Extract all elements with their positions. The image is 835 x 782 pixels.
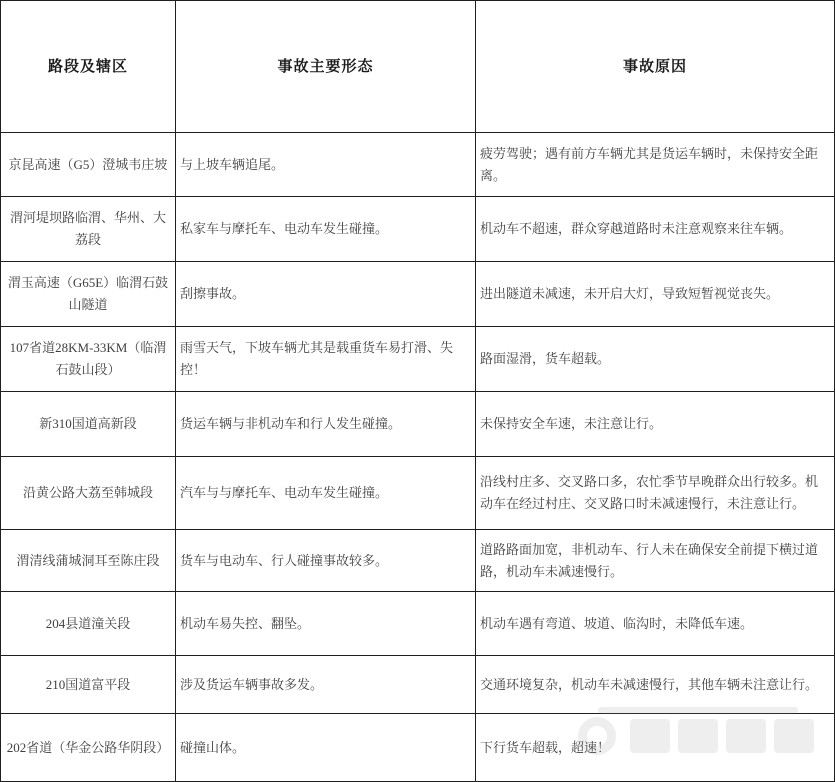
cell-road-section: 新310国道高新段 (1, 392, 175, 456)
cell-accident-form: 碰撞山体。 (176, 714, 475, 781)
cell-accident-cause: 未保持安全车速，未注意让行。 (476, 392, 834, 456)
cell-accident-form: 货车与电动车、行人碰撞事故较多。 (176, 530, 475, 591)
cell-accident-form: 货运车辆与非机动车和行人发生碰撞。 (176, 392, 475, 456)
cell-road-section: 202省道（华金公路华阴段） (1, 714, 175, 781)
cell-accident-cause: 沿线村庄多、交叉路口多，农忙季节早晚群众出行较多。机动车在经过村庄、交叉路口时未减速慢行，未注意让行。 (476, 457, 834, 529)
cell-accident-form: 涉及货运车辆事故多发。 (176, 656, 475, 713)
cell-accident-cause: 进出隧道未减速，未开启大灯，导致短暂视觉丧失。 (476, 262, 834, 326)
header-cell-accident-form: 事故主要形态 (176, 1, 475, 132)
cell-accident-cause: 机动车不超速，群众穿越道路时未注意观察来往车辆。 (476, 197, 834, 261)
cell-accident-form: 刮擦事故。 (176, 262, 475, 326)
cell-accident-cause: 路面湿滑，货车超载。 (476, 327, 834, 391)
cell-accident-form: 与上坡车辆追尾。 (176, 133, 475, 196)
cell-accident-form: 机动车易失控、翻坠。 (176, 592, 475, 655)
cell-road-section: 210国道富平段 (1, 656, 175, 713)
cell-accident-cause: 道路路面加宽，非机动车、行人未在确保安全前提下横过道路，机动车未减速慢行。 (476, 530, 834, 591)
cell-accident-form: 私家车与摩托车、电动车发生碰撞。 (176, 197, 475, 261)
cell-road-section: 京昆高速（G5）澄城韦庄坡 (1, 133, 175, 196)
cell-accident-form: 雨雪天气，下坡车辆尤其是载重货车易打滑、失控！ (176, 327, 475, 391)
cell-road-section: 渭河堤坝路临渭、华州、大荔段 (1, 197, 175, 261)
cell-accident-form: 汽车与与摩托车、电动车发生碰撞。 (176, 457, 475, 529)
cell-accident-cause: 下行货车超载，超速！ (476, 714, 834, 781)
cell-road-section: 107省道28KM-33KM（临渭石鼓山段） (1, 327, 175, 391)
cell-road-section: 沿黄公路大荔至韩城段 (1, 457, 175, 529)
cell-road-section: 204县道潼关段 (1, 592, 175, 655)
header-cell-road-section: 路段及辖区 (1, 1, 175, 132)
header-cell-accident-cause: 事故原因 (476, 1, 834, 132)
cell-accident-cause: 交通环境复杂，机动车未减速慢行，其他车辆未注意让行。 (476, 656, 834, 713)
cell-road-section: 渭玉高速（G65E）临渭石鼓山隧道 (1, 262, 175, 326)
cell-accident-cause: 机动车遇有弯道、坡道、临沟时，未降低车速。 (476, 592, 834, 655)
cell-accident-cause: 疲劳驾驶；遇有前方车辆尤其是货运车辆时，未保持安全距离。 (476, 133, 834, 196)
cell-road-section: 渭清线蒲城洞耳至陈庄段 (1, 530, 175, 591)
